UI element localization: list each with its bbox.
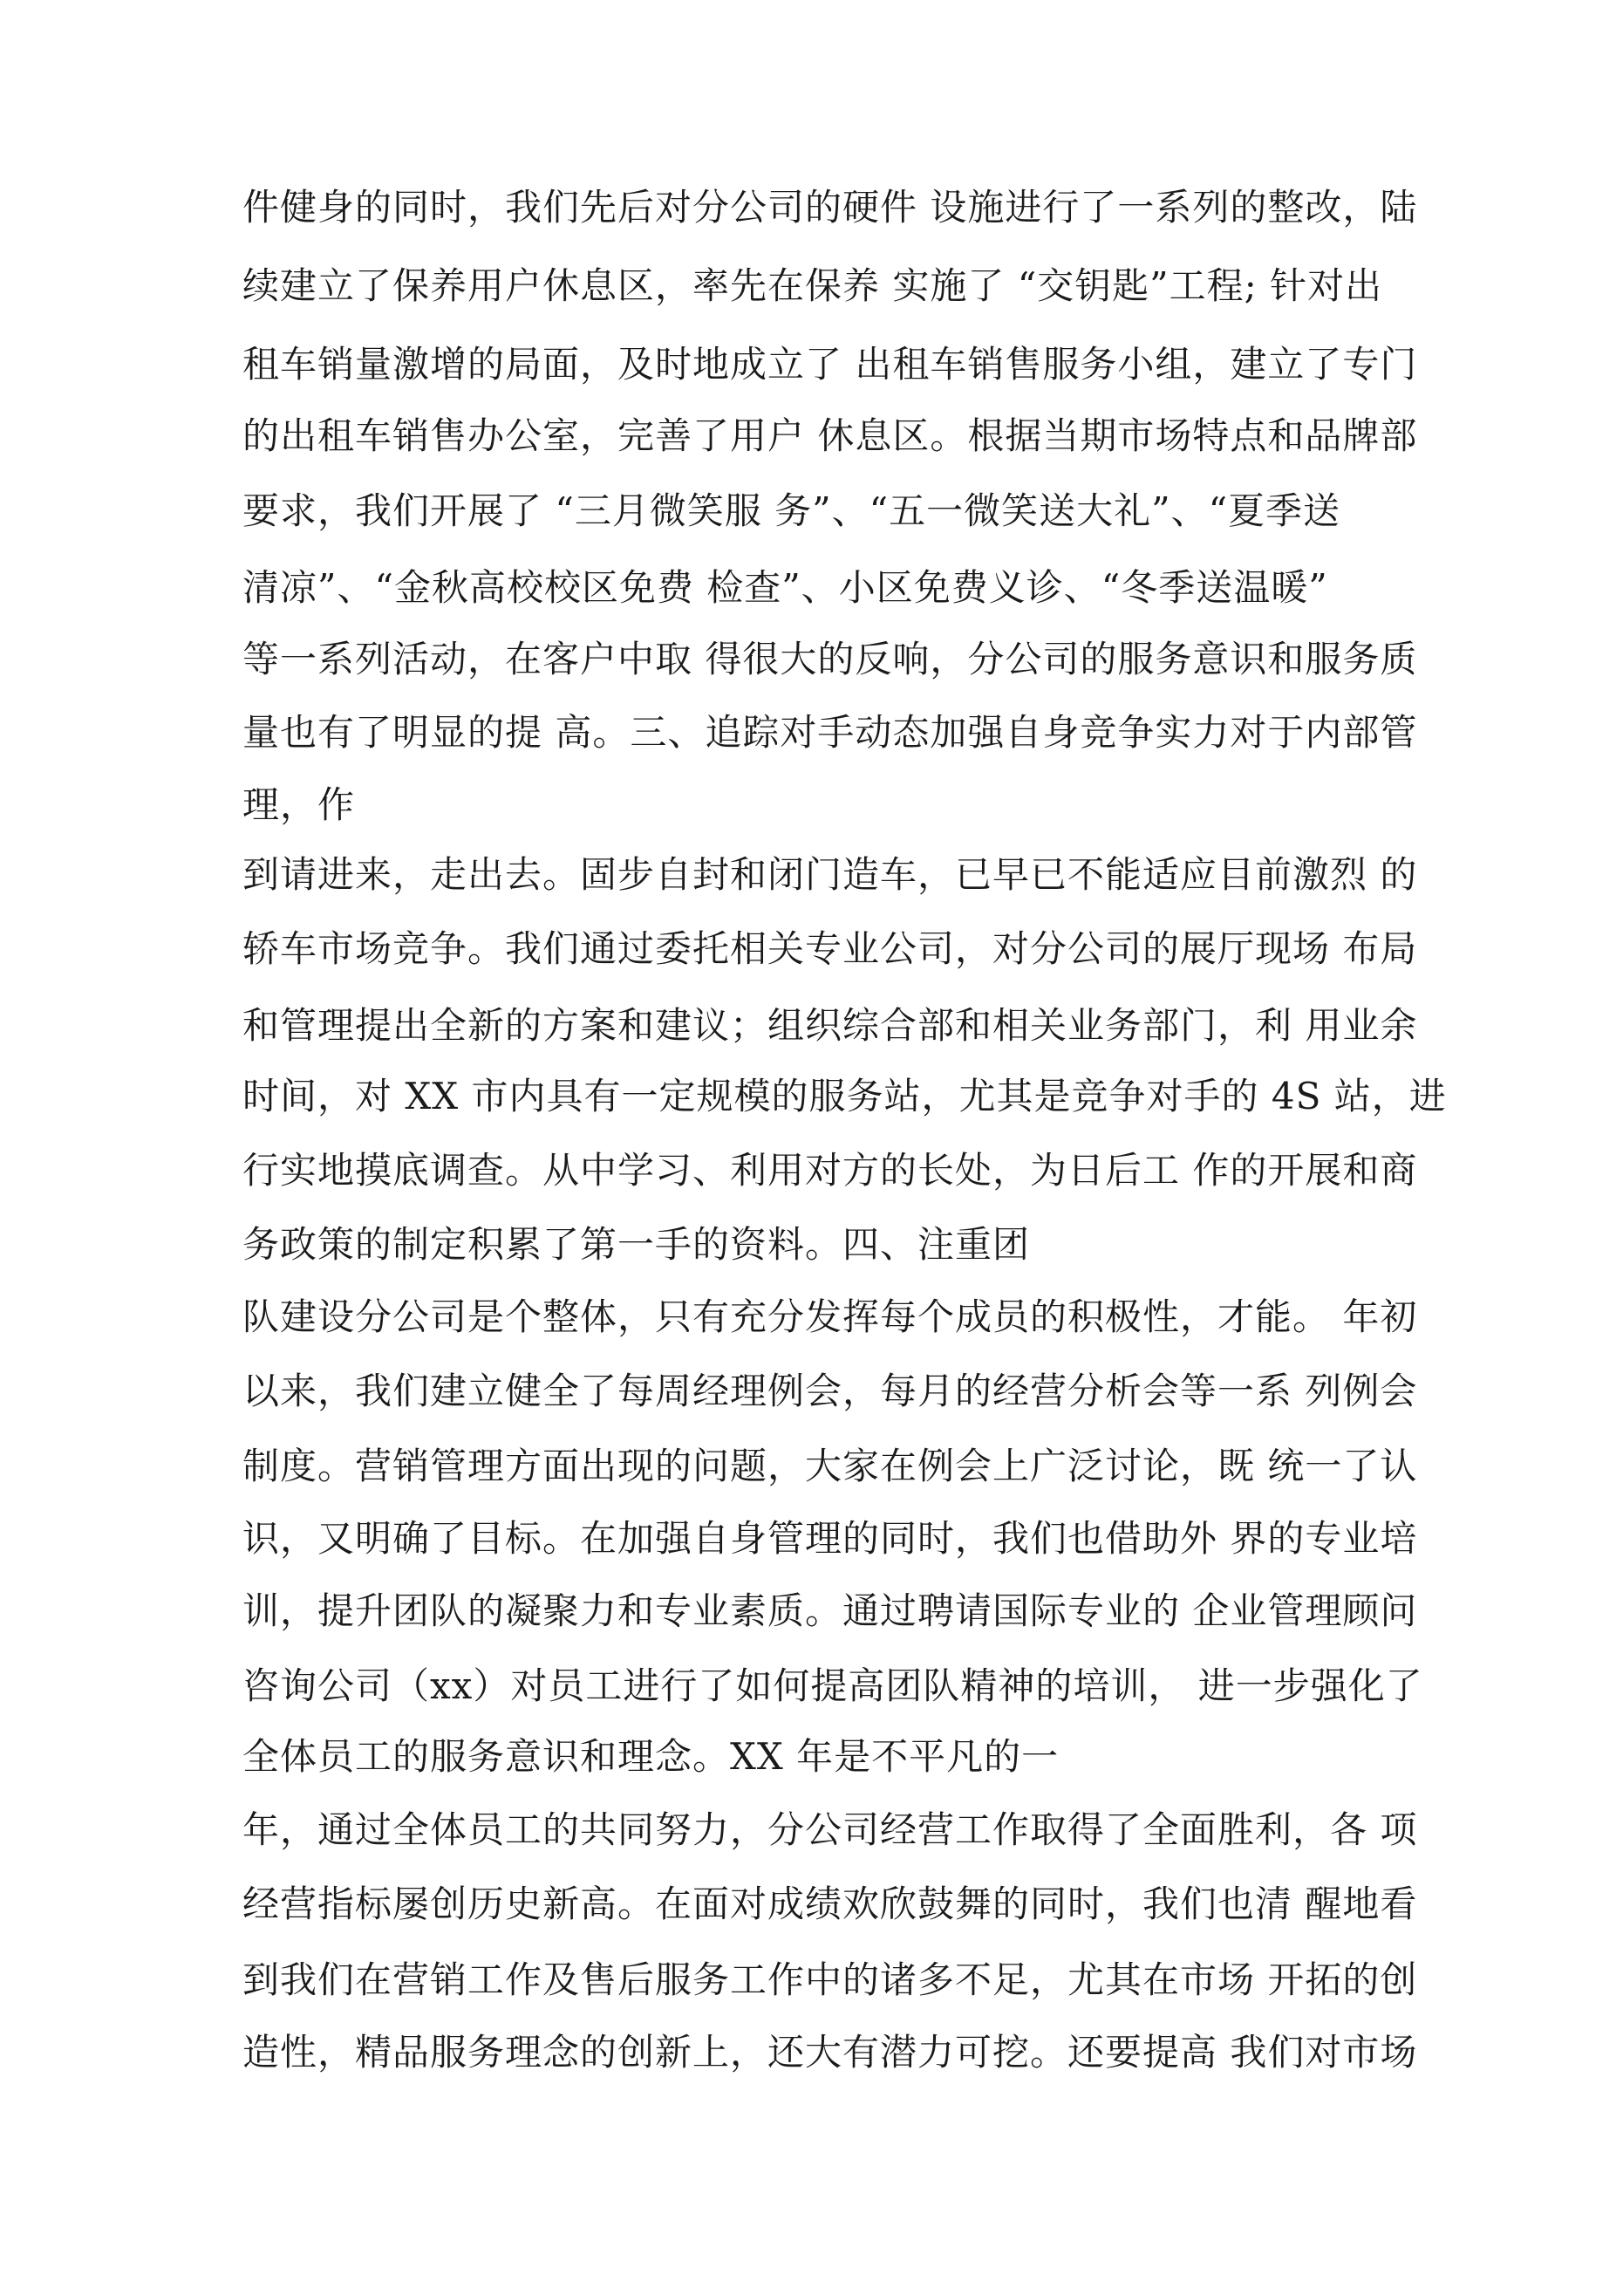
text-line: 和管理提出全新的方案和建议；组织综合部和相关业务部门，利 用业余	[242, 1004, 1418, 1047]
text-line: 年，通过全体员工的共同努力，分公司经营工作取得了全面胜利，各 项	[242, 1808, 1418, 1851]
text-line: 行实地摸底调查。从中学习、利用对方的长处，为日后工 作的开展和商	[242, 1149, 1418, 1192]
text-line: 理，作	[242, 783, 356, 826]
text-line: 务政策的制定积累了第一手的资料。四、注重团	[242, 1223, 1031, 1266]
text-line: 件健身的同时，我们先后对分公司的硬件 设施进行了一系列的整改，陆	[242, 186, 1418, 229]
text-line: 经营指标屡创历史新高。在面对成绩欢欣鼓舞的同时，我们也清 醒地看	[242, 1883, 1418, 1925]
text-line: 全体员工的服务意识和理念。XX 年是不平凡的一	[242, 1735, 1060, 1778]
text-line: 等一系列活动，在客户中取 得很大的反响，分公司的服务意识和服务质	[242, 638, 1418, 680]
text-line: 造性，精品服务理念的创新上，还大有潜力可挖。还要提高 我们对市场	[242, 2031, 1418, 2074]
text-line: 量也有了明显的提 高。三、追踪对手动态加强自身竞争实力对于内部管	[242, 711, 1418, 754]
text-line: 制度。营销管理方面出现的问题，大家在例会上广泛讨论，既 统一了认	[242, 1445, 1418, 1487]
text-line: 咨询公司（xx）对员工进行了如何提高团队精神的培训， 进一步强化了	[242, 1664, 1423, 1707]
text-line: 训，提升团队的凝聚力和专业素质。通过聘请国际专业的 企业管理顾问	[242, 1589, 1418, 1632]
text-line: 要求，我们开展了 “三月微笑服 务”、“五一微笑送大礼”、“夏季送	[242, 489, 1341, 532]
text-line: 时间，对 XX 市内具有一定规模的服务站，尤其是竞争对手的 4S 站，进	[242, 1075, 1447, 1117]
text-line: 的出租车销售办公室，完善了用户 休息区。根据当期市场特点和品牌部	[242, 414, 1418, 457]
text-line: 队建设分公司是个整体，只有充分发挥每个成员的积极性，才能。 年初	[242, 1295, 1418, 1338]
text-line: 到请进来，走出去。固步自封和闭门造车，已早已不能适应目前激烈 的	[242, 853, 1418, 896]
text-line: 以来，我们建立健全了每周经理例会，每月的经营分析会等一系 列例会	[242, 1370, 1418, 1412]
text-line: 识，又明确了目标。在加强自身管理的同时，我们也借助外 界的专业培	[242, 1517, 1418, 1560]
text-line: 租车销量激增的局面，及时地成立了 出租车销售服务小组，建立了专门	[242, 343, 1418, 386]
text-line: 清凉”、“金秋高校校区免费 检查”、小区免费义诊、“冬季送温暖”	[242, 566, 1328, 609]
text-line: 轿车市场竞争。我们通过委托相关专业公司，对分公司的展厅现场 布局	[242, 927, 1418, 970]
text-line: 到我们在营销工作及售后服务工作中的诸多不足，尤其在市场 开拓的创	[242, 1958, 1418, 2001]
text-line: 续建立了保养用户休息区，率先在保养 实施了 “交钥匙”工程; 针对出	[242, 264, 1383, 307]
